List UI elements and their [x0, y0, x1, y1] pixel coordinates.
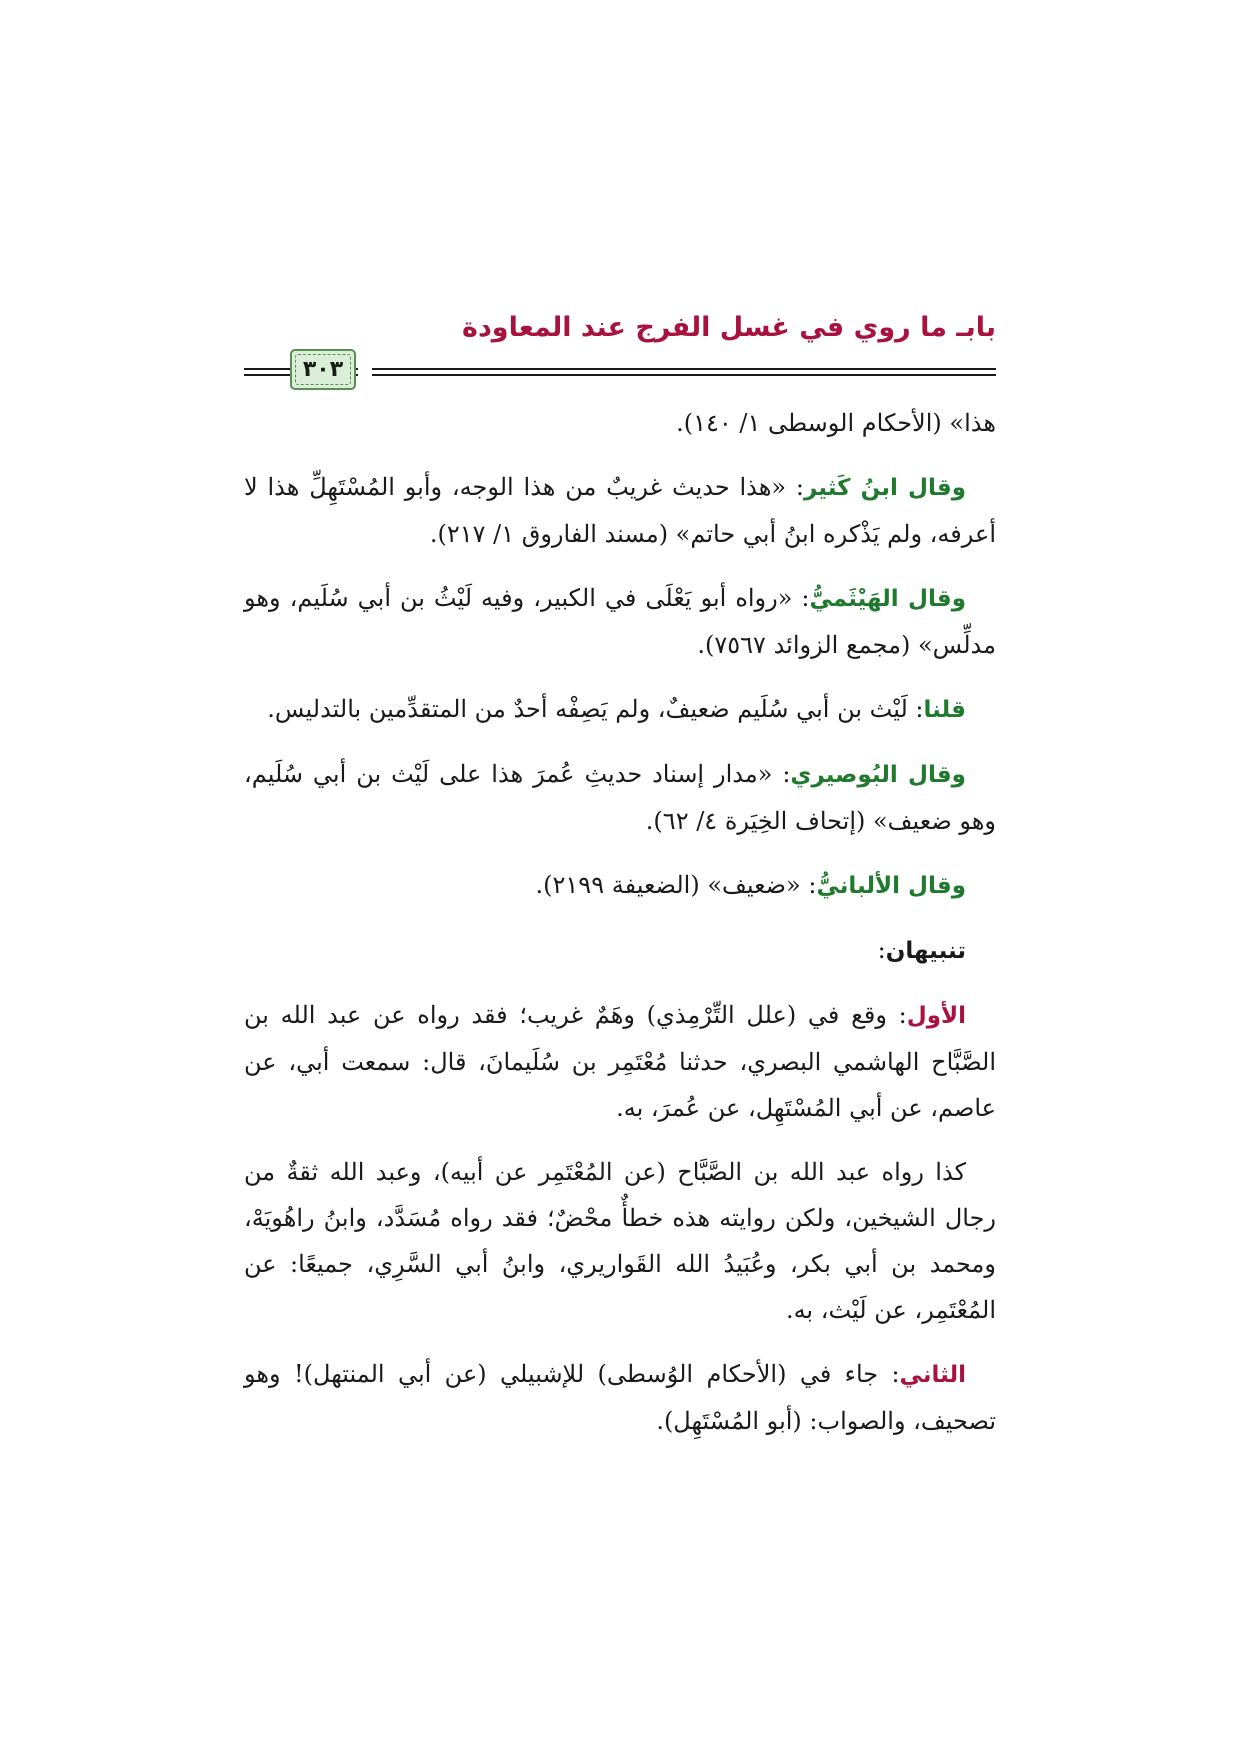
- paragraph: [244, 464, 996, 557]
- paragraph-text: : «رواه أبو يَعْلَى في الكبير، وفيه لَيْثُ بن أبي سُلَيم، وهو مدلِّس» (مجمع الزوائد ٧٥٦٧).: [244, 584, 996, 659]
- paragraph: [244, 862, 996, 909]
- paragraph: [244, 1149, 996, 1333]
- paragraph-label: وقال الألبانيُّ: [816, 873, 966, 899]
- paragraph-label: الأول: [906, 1003, 966, 1029]
- paragraph-label: الثاني: [899, 1362, 966, 1388]
- page-body: [244, 400, 996, 1462]
- paragraph-label: قلنا: [923, 697, 966, 723]
- paragraph-label: وقال البُوصيري: [790, 762, 966, 788]
- paragraph: [244, 751, 996, 844]
- paragraph-text: : لَيْث بن أبي سُلَيم ضعيفٌ، ولم يَصِفْه أحدٌ من المتقدِّمين بالتدليس.: [267, 695, 924, 723]
- section-heading: [244, 927, 996, 974]
- page-number-frame: [290, 349, 356, 390]
- paragraph: [244, 686, 996, 733]
- chapter-title: بابـ ما روي في غسل الفرج عند المعاودة: [462, 312, 996, 343]
- paragraph-text: : «هذا حديث غريبٌ من هذا الوجه، وأبو المُسْتَهِلِّ هذا لا أعرفه، ولم يَذْكره ابنُ أبي حاتم» (مسند الفاروق ١/ ٢١٧).: [244, 473, 996, 548]
- header-rule-right-bottom: [372, 374, 996, 376]
- paragraph: [244, 400, 996, 446]
- paragraph-text: هذا» (الأحكام الوسطى ١/ ١٤٠).: [676, 409, 996, 437]
- paragraph-text: : «مدار إسناد حديثِ عُمرَ هذا على لَيْث بن أبي سُلَيم، وهو ضعيف» (إتحاف الخِيَرة ٤/ ٦٢).: [244, 760, 996, 835]
- header-rule-right-top: [372, 368, 996, 370]
- paragraph-text: كذا رواه عبد الله بن الصَّبَّاح (عن المُعْتَمِر عن أبيه)، وعبد الله ثقةٌ من رجال الشيخين، ولكن روايته هذه خطأٌ محْضٌ؛ فقد رواه مُسَدَّد، وابنُ راهُويَهْ، ومحمد بن أبي بكر، وعُبَيدُ الله القَواريري، وابنُ أبي السَّرِي، جميعًا: عن المُعْتَمِر، عن لَيْث، به.: [244, 1158, 996, 1324]
- section-heading-label: تنبيهان: [885, 938, 966, 964]
- section-heading-colon: :: [877, 936, 886, 964]
- page-number: ٣٠٣: [302, 357, 344, 382]
- paragraph-text: : وقع في (علل التِّرْمِذي) وهَمٌ غريب؛ فقد رواه عن عبد الله بن الصَّبَّاح الهاشمي البصري، حدثنا مُعْتَمِر بن سُلَيمانَ، قال: سمعت أبي، عن عاصم، عن أبي المُسْتَهِل، عن عُمرَ، به.: [244, 1001, 996, 1122]
- paragraph-label: وقال ابنُ كَثير: [804, 475, 966, 501]
- paragraph: [244, 575, 996, 668]
- page-header: [0, 0, 1240, 390]
- paragraph-text: : «ضعيف» (الضعيفة ٢١٩٩).: [535, 871, 817, 899]
- paragraph-label: وقال الهَيْثَميُّ: [809, 586, 966, 612]
- paragraph: [244, 1351, 996, 1444]
- paragraph: [244, 992, 996, 1131]
- paragraph-text: : جاء في (الأحكام الوُسطى) للإشبيلي (عن أبي المنتهل)! وهو تصحيف، والصواب: (أبو المُسْتَهِل).: [244, 1360, 996, 1435]
